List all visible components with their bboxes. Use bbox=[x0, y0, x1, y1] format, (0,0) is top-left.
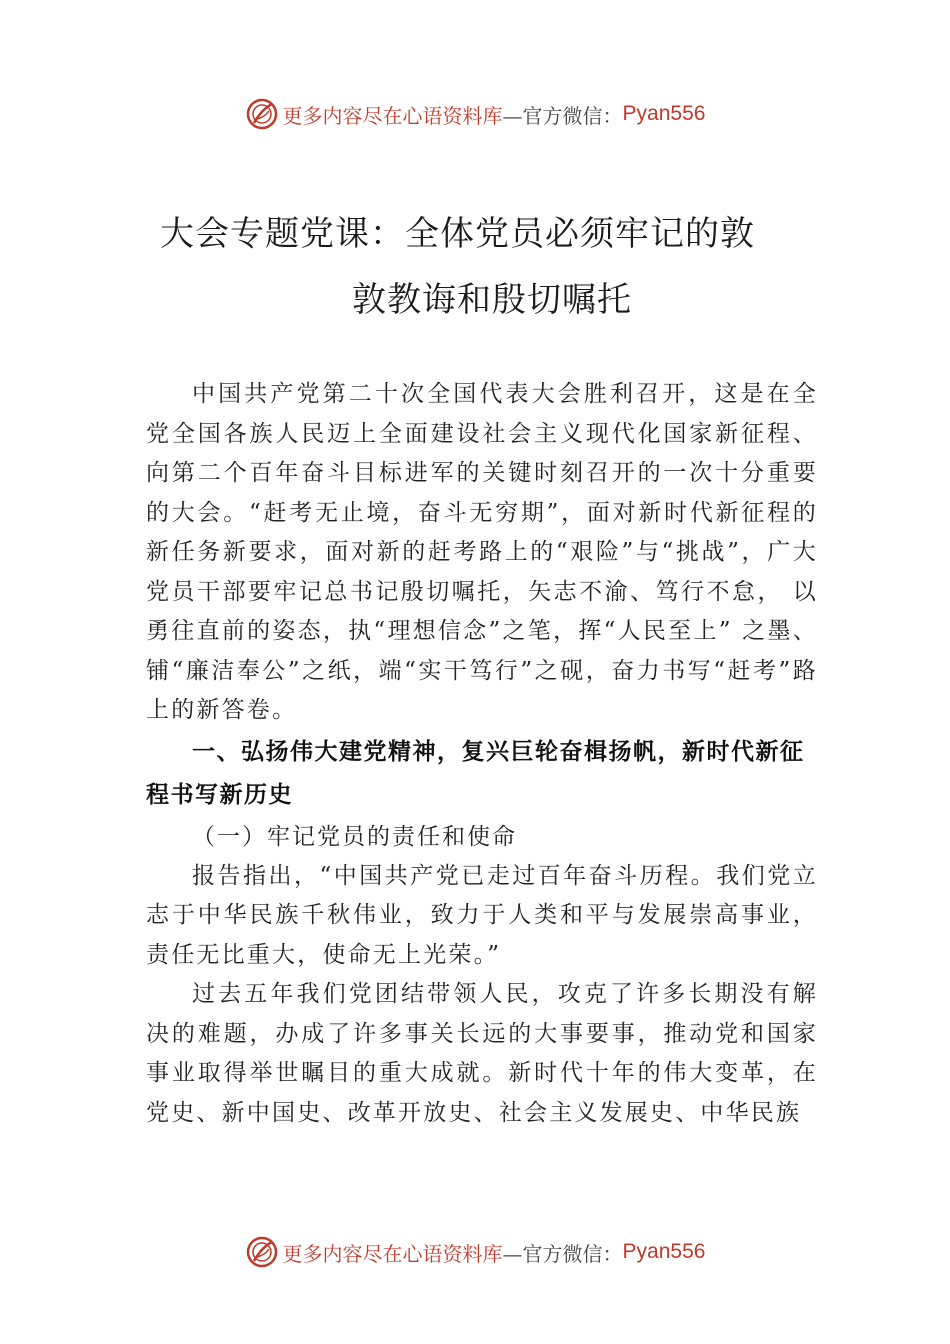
watermark-wechat-id: Pyan556 bbox=[622, 1240, 706, 1263]
watermark-brand: 更多内容尽在心语资料库 bbox=[282, 1241, 503, 1266]
document-body bbox=[146, 375, 818, 1133]
watermark-official-label: —官方微信： bbox=[502, 1241, 623, 1266]
intro-paragraph: 中国共产党第二十次全国代表大会胜利召开，这是在全党全国各族人民迈上全面建设社会主义现代化国家新征程、 向第二个百年奋斗目标进军的关键时刻召开的一次十分重要的大会。“赶考无止境，奋斗无穷期”，面对新时代新征程的新任务新要求，面对新的赶考路上的“艰险”与“挑战”，广大党员干部要牢记总书记殷切嘱托，矢志不渝、笃行不怠， 以勇往直前的姿态，执“理想信念”之笔，挥“人民至上” 之墨、铺“廉洁奉公”之纸，端“实干笃行”之砚，奋力书写“赶考”路上的新答卷。 bbox=[146, 381, 818, 723]
watermark-brand: 更多内容尽在心语资料库 bbox=[282, 103, 503, 128]
body-paragraph-1: 报告指出，“中国共产党已走过百年奋斗历程。我们党立志于中华民族千秋伟业，致力于人类和平与发展崇高事业， 责任无比重大，使命无上光荣。” bbox=[146, 862, 818, 968]
flower-seal-icon bbox=[245, 97, 279, 131]
watermark-wechat-id: Pyan556 bbox=[622, 102, 706, 125]
watermark-official-label: —官方微信： bbox=[502, 103, 623, 128]
header-watermark bbox=[0, 94, 950, 134]
footer-watermark bbox=[0, 1232, 950, 1272]
document-title-line-1: 大会专题党课：全体党员必须牢记的敦 bbox=[160, 214, 755, 254]
flower-seal-icon bbox=[245, 1235, 279, 1269]
body-paragraph-2: 过去五年我们党团结带领人民，攻克了许多长期没有解决的难题，办成了许多事关长远的大事要事，推动党和国家事业取得举世瞩目的重大成就。新时代十年的伟大变革，在党史、新中国史、改革开放史、社会主义发展史、中华民族 bbox=[146, 981, 818, 1126]
subsection-heading-1: （一）牢记党员的责任和使命 bbox=[192, 823, 517, 850]
document-title-line-2: 敦教诲和殷切嘱托 bbox=[352, 280, 632, 320]
section-heading-1: 一、弘扬伟大建党精神，复兴巨轮奋楫扬帆，新时代新征程书写新历史 bbox=[146, 738, 805, 808]
